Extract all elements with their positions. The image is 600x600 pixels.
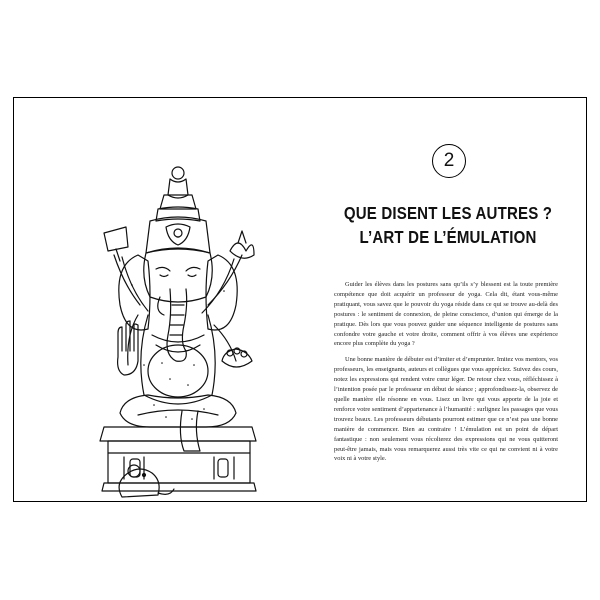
chapter-number-badge — [432, 144, 466, 178]
paragraph: Une bonne manière de débuter est d’imiter et d’emprunter. Imitez vos mentors, vos professeurs, les enseignants, auteurs et collègues que vous appréciez. Suivez des cours, notez les expressions qui rendent votre cœur léger. De retour chez vous, réfléchissez à l’intention posée par le professeur en début de séance ; approfondissez-la, observez de quelle manière elle résonne en vous. Lisez un livre qui vous apporte de la joie et renforce votre sentiment d’appartenance à l’humanité : surlignez les passages que vous trouvez beaux. Les professeurs débutants pourront estimer que ce n’est pas une bonne manière de commencer. Bien au contraire ! L’émulation est un point de départ fantastique : non seulement vous récolterez des expressions qui ne vous quitteront peut-être jamais, mais vous remarquerez aussi très vite ce qui ne convient ni à votre voix ni à votre style. — [334, 356, 558, 463]
ganesha-illustration — [74, 165, 274, 500]
chapter-title-line-2: L’ART DE L’ÉMULATION — [359, 227, 537, 247]
book-spread — [13, 97, 587, 502]
chapter-title-line-1: QUE DISENT LES AUTRES ? — [343, 203, 553, 223]
chapter-number: 2 — [443, 150, 455, 171]
body-text — [334, 280, 558, 470]
chapter-title — [333, 201, 563, 249]
paragraph: Guider les élèves dans les postures sans qu’ils s’y blessent est la toute première compétence que doit acquérir un professeur de yoga. Cela dit, étant vous-même pratiquant, vous savez que le pouvoir du yoga réside dans ce qui se trouve au-delà des postures : le sentiment de connexion, de pleine conscience, d’union qui émerge de la pratique. Dès lors que vous pouvez guider une séquence intelligente de postures sans confondre votre gauche et votre droite, comment offrir à vos élèves une expérience encore plus complète du yoga ? — [334, 281, 558, 348]
